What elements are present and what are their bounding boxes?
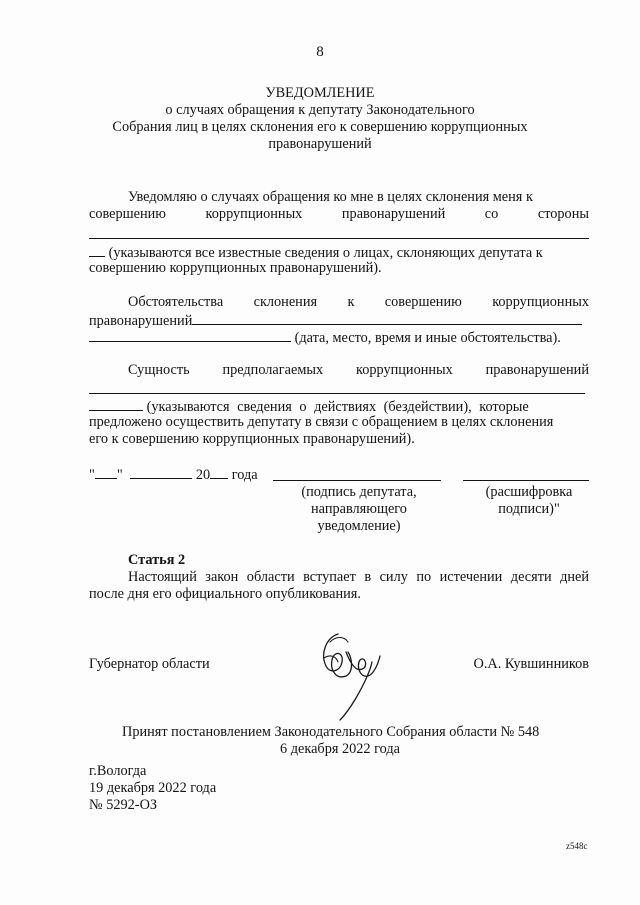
- fill-line: [89, 243, 105, 257]
- fill-line: [192, 311, 582, 325]
- month-fill-line: [130, 465, 192, 479]
- fill-line: [89, 393, 585, 394]
- para1-line-5: совершению коррупционных правонарушений).: [89, 260, 382, 276]
- para3-line-3-text: (указываются сведения о действиях (бездействии), которые: [146, 399, 529, 415]
- year-fill-line: [210, 465, 228, 479]
- para3-line-5: его к совершению коррупционных правонарушений).: [89, 431, 415, 447]
- quote-close: ": [116, 467, 123, 483]
- para1-word: коррупционных: [205, 206, 303, 222]
- para1-word: правонарушений: [341, 206, 446, 222]
- quote-open: ": [89, 467, 95, 483]
- year-prefix: 20: [195, 467, 211, 483]
- para3-line-1: [128, 362, 589, 379]
- signature-caption-line-3: уведомление): [317, 518, 401, 534]
- para2-word: коррупционных: [492, 294, 589, 310]
- para2-word: совершению: [384, 294, 462, 310]
- fill-line: [89, 397, 143, 411]
- footer-city: г.Вологда: [89, 763, 147, 779]
- corner-code: z548с: [566, 841, 588, 851]
- year-word: года: [231, 467, 258, 483]
- adopted-line-1: Принят постановлением Законодательного Собрания области № 548: [122, 724, 540, 740]
- signature-caption-line-2: направляющего: [311, 501, 407, 517]
- notice-subtitle-line-1: о случаях обращения к депутату Законодательного: [165, 102, 475, 118]
- para1-word: со: [484, 206, 499, 222]
- signature-fill-line: [273, 480, 441, 481]
- article-line-2: после дня его официального опубликования.: [89, 586, 361, 602]
- para3-word: Сущность: [128, 362, 190, 378]
- para1-line-4-text: (указываются все известные сведения о лицах, склоняющих депутата к: [108, 245, 543, 261]
- footer-number: № 5292-ОЗ: [89, 797, 158, 813]
- governor-signature: [316, 628, 386, 722]
- notice-subtitle-line-3: правонарушений: [268, 136, 372, 152]
- para1-word: совершению: [89, 206, 166, 222]
- para2-word: склонения: [253, 294, 318, 310]
- governor-name: О.А. Кувшинников: [473, 656, 589, 672]
- para2-line-2-text: правонарушений: [89, 313, 193, 329]
- decode-fill-line: [463, 480, 589, 481]
- governor-title: Губернатор области: [89, 656, 210, 672]
- para1-line-2: [89, 206, 589, 223]
- page-number: 8: [316, 44, 324, 60]
- para3-line-4: предложено осуществить депутату в связи с обращением в целях склонения: [89, 414, 554, 430]
- article-line-1: Настоящий закон области вступает в силу по истечении десяти дней: [128, 569, 589, 585]
- para3-word: правонарушений: [485, 362, 589, 378]
- footer-date: 19 декабря 2022 года: [89, 780, 217, 796]
- day-fill-line: [95, 465, 117, 479]
- decode-caption-line-1: (расшифровка: [485, 484, 573, 500]
- fill-line: [89, 328, 291, 342]
- notice-subtitle-line-2: Собрания лиц в целях склонения его к совершению коррупционных: [112, 119, 528, 135]
- para2-word: к: [347, 294, 355, 310]
- para3-word: коррупционных: [355, 362, 453, 378]
- signature-caption-line-1: (подпись депутата,: [301, 484, 417, 500]
- para2-line-3-text: (дата, место, время и иные обстоятельства).: [294, 330, 561, 346]
- decode-caption-line-2: подписи)": [498, 501, 560, 517]
- article-heading: Статья 2: [128, 552, 186, 568]
- para2-line-3: [89, 328, 561, 347]
- para2-line-1: [128, 294, 589, 311]
- notice-heading: УВЕДОМЛЕНИЕ: [265, 85, 375, 101]
- para1-word: стороны: [537, 206, 589, 222]
- para2-word: Обстоятельства: [128, 294, 224, 310]
- para3-word: предполагаемых: [222, 362, 324, 378]
- adopted-line-2: 6 декабря 2022 года: [280, 741, 401, 757]
- para1-line-1-text: Уведомляю о случаях обращения ко мне в целях склонения меня к: [128, 189, 533, 205]
- date-line: [89, 465, 258, 484]
- para1-line-1: [128, 189, 589, 206]
- fill-line: [89, 238, 589, 239]
